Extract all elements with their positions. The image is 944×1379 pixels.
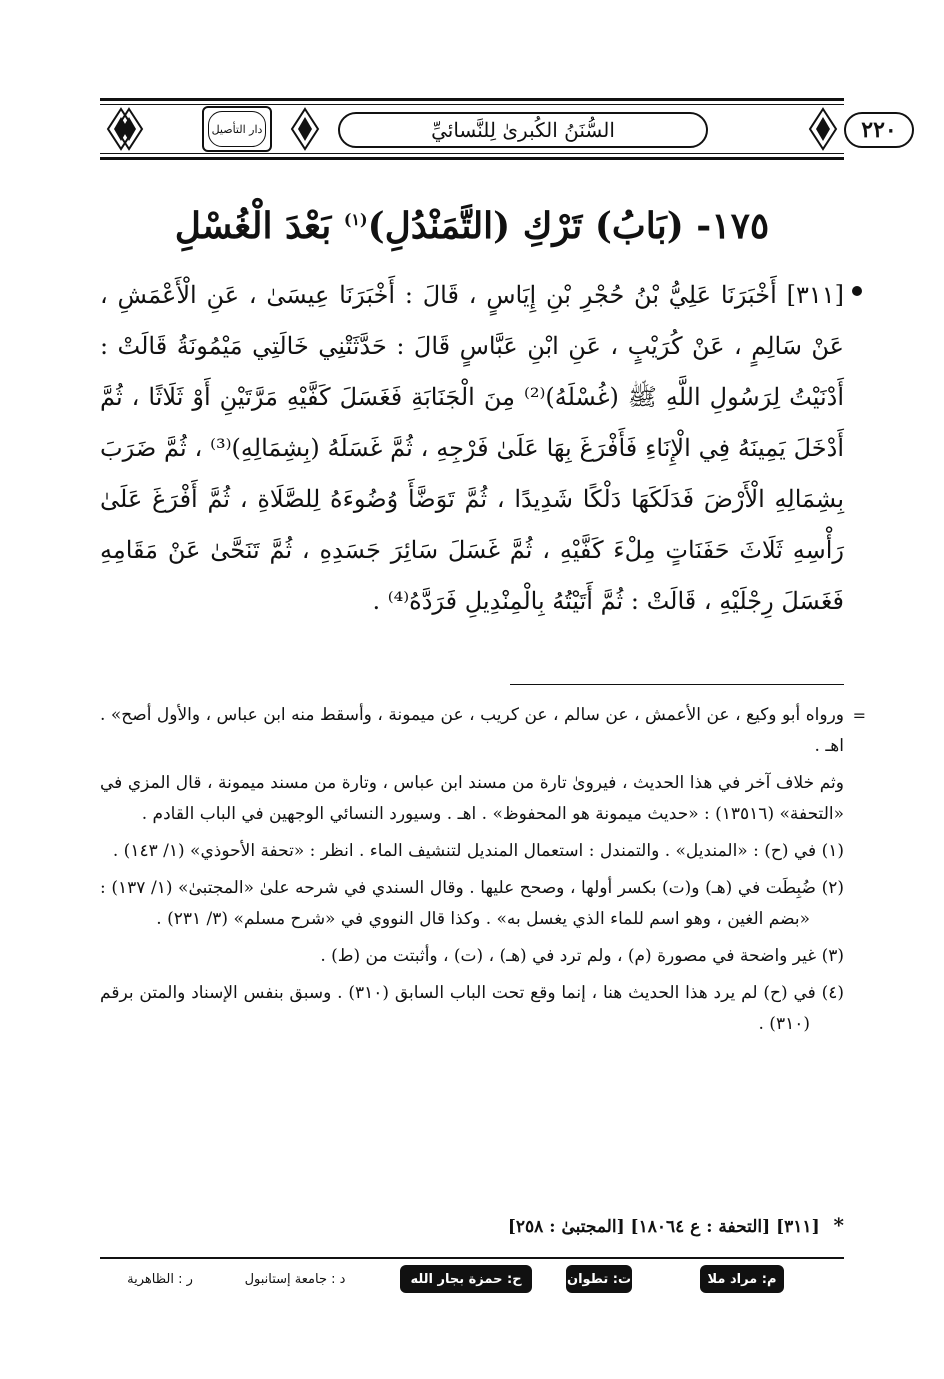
running-header	[100, 98, 897, 160]
manuscript-sources	[100, 1265, 844, 1297]
ornament-icon	[808, 107, 838, 151]
source-badge-t: ت: تطوان	[566, 1265, 632, 1293]
footnote-separator	[510, 684, 844, 685]
publisher-emblem	[202, 106, 272, 152]
ornament-icon	[106, 107, 136, 151]
continuation-marker: =	[852, 706, 866, 725]
footnote-4: (٤) في (ح) لم يرد هذا الحديث هنا ، إنما وقع تحت الباب السابق (٣١٠) . وسبق بنفس الإسناد والمتن برقم (٣١٠) .	[100, 983, 844, 1034]
chapter-heading-end: بَعْدَ الْغُسْلِ	[174, 205, 344, 247]
chapter-heading	[100, 190, 844, 256]
footnote-2: (٢) ضُبِطَت في (هـ) و(ت) بكسر أولها ، وصحح عليها . وقال السندي في شرحه علىٰ «المجتبىٰ» (١/ ١٣٧) : «بضم الغين ، وهو اسم للماء الذي يغسل به» . وكذا قال النووي في «شرح مسلم» (٣/ ٢٣١) .	[100, 878, 844, 929]
chapter-heading-text: ١٧٥- (بَابُ) تَرْكِ (التَّمَنْدُلِ)	[367, 205, 770, 247]
page-number: ٢٢٠	[844, 112, 914, 148]
footnote-continuation	[100, 700, 866, 762]
hadith-block	[100, 270, 844, 627]
source-label-r: ر : الظاهرية	[127, 1271, 193, 1287]
emblem-text: دار التأصيل	[208, 111, 266, 147]
star-icon: *	[833, 1213, 844, 1237]
source-badge-h: ح: حمزة بجار الله	[400, 1265, 532, 1293]
bullet-icon	[852, 286, 862, 296]
footnote-continuation-text: ورواه أبو وكيع ، عن الأعمش ، عن سالم ، عن كريب ، عن ميمونة ، وأسقط منه ابن عباس ، والأول أصح» . اهـ .	[100, 705, 844, 756]
source-label-d: د : جامعة إستانبول	[244, 1271, 346, 1287]
footnote-1: (١) في (ح) : «المنديل» . والتمندل : استعمال المنديل لتنشيف الماء . انظر : «تحفة الأحوذي» (١/ ١٤٣) .	[112, 841, 844, 861]
source-badge-m: م: مراد ملا	[700, 1265, 784, 1293]
reference-line	[100, 1210, 844, 1242]
book-title: السُّنَنُ الكُبرىٰ لِلنَّسائيِّ	[338, 112, 708, 148]
hadith-text: [٣١١] أَخْبَرَنَا عَلِيُّ بْنُ حُجْرِ بْنِ إِيَاسٍ ، قَالَ : أَخْبَرَنَا عِيسَىٰ ، عَنِ الْأَعْمَشِ ، عَنْ سَالِمٍ ، عَنْ كُرَيْبٍ ، عَنِ ابْنِ عَبَّاسٍ قَالَ : حَدَّثَتْنِي خَالَتِي مَيْمُونَةُ قَالَتْ : أَدْنَيْتُ لِرَسُولِ اللَّهِ ﷺ (غُسْلَهُ)⁽²⁾ مِنَ الْجَنَابَةِ فَغَسَلَ كَفَّيْهِ مَرَّتَيْنِ أَوْ ثَلَاثًا ، ثُمَّ أَدْخَلَ يَمِينَهُ فِي الْإِنَاءِ فَأَفْرَغَ بِهَا عَلَىٰ فَرْجِهِ ، ثُمَّ غَسَلَهُ (بِشِمَالِهِ)⁽³⁾ ، ثُمَّ ضَرَبَ بِشِمَالِهِ الْأَرْضَ فَدَلَكَهَا دَلْكًا شَدِيدًا ، ثُمَّ تَوَضَّأَ وُضُوءَهُ لِلصَّلَاةِ ، ثُمَّ أَفْرَغَ عَلَىٰ رَأْسِهِ ثَلَاثَ حَفَنَاتٍ مِلْءَ كَفَّيْهِ ، ثُمَّ غَسَلَ سَائِرَ جَسَدِهِ ، ثُمَّ تَنَحَّىٰ عَنْ مَقَامِهِ فَغَسَلَ رِجْلَيْهِ ، قَالَتْ : ثُمَّ أَتَيْتُهُ بِالْمِنْدِيلِ فَرَدَّهُ⁽⁴⁾ .	[100, 281, 845, 615]
ornament-icon	[290, 107, 320, 151]
chapter-footnote-marker: (١)	[343, 210, 368, 229]
footnotes	[100, 700, 866, 1046]
reference-text: [٣١١] [التحفة : ع ١٨٠٦٤] [المجتبىٰ : ٢٥٨]	[507, 1217, 820, 1237]
bottom-separator	[100, 1257, 844, 1259]
footnote-3: (٣) غير واضحة في مصورة (م) ، ولم ترد في (هـ) ، (ت) ، وأثبتت من (ط) .	[320, 946, 844, 966]
footnote-continuation-2: وثم خلاف آخر في هذا الحديث ، فيروىٰ تارة من مسند ابن عباس ، وتارة من مسند ميمونة ، قال المزي في «التحفة» (١٣٥١٦) : «حديث ميمونة هو المحفوظ» . اهـ . وسيورد النسائي الوجهين في الباب القادم .	[100, 773, 844, 824]
